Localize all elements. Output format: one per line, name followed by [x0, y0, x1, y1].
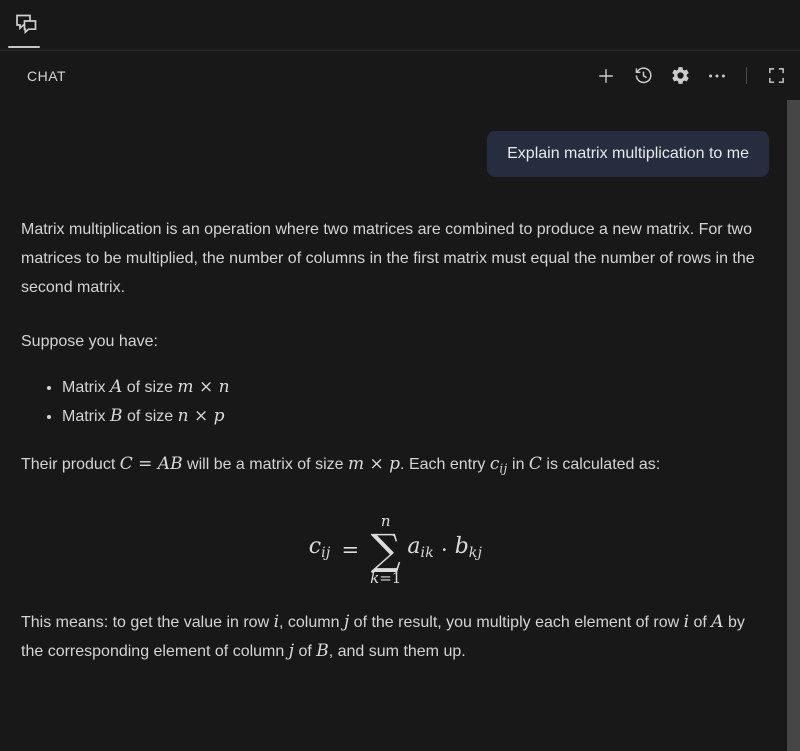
- maximize-icon: [767, 66, 786, 85]
- assistant-bullet-list: [21, 373, 770, 431]
- sum-upper-limit: n: [380, 511, 391, 530]
- sum-lower-limit: k=1: [370, 569, 402, 588]
- sigma-symbol: ∑: [370, 524, 401, 574]
- tab-chat[interactable]: [0, 0, 52, 50]
- multiplication-dot: ·: [441, 537, 448, 562]
- more-actions-button[interactable]: [706, 65, 728, 87]
- equation-lhs: $c_{ij}$: [308, 533, 331, 562]
- chat-panel-header: [0, 51, 800, 100]
- new-chat-button[interactable]: [595, 65, 617, 87]
- vertical-scrollbar-thumb[interactable]: [787, 100, 800, 751]
- gear-icon: [670, 65, 691, 86]
- chat-transcript: [0, 100, 800, 666]
- active-tab-indicator: [8, 46, 40, 48]
- equals-sign: =: [341, 537, 360, 562]
- maximize-panel-button[interactable]: [765, 65, 787, 87]
- settings-button[interactable]: [669, 65, 691, 87]
- assistant-paragraph: Matrix multiplication is an operation where two matrices are combined to produce a new matrix. For two matrices to be multiplied, the number of columns in the first matrix must equal the number of rows in the second matrix.: [21, 221, 755, 296]
- history-icon: [633, 65, 654, 86]
- header-actions: [595, 65, 790, 87]
- ellipsis-icon: [707, 66, 727, 86]
- list-item: • Matrix B of size n × p: [62, 402, 770, 431]
- user-message-bubble: Explain matrix multiplication to me: [487, 131, 769, 177]
- equation-term-a: $a_{ik}$: [407, 533, 435, 562]
- summation: [370, 511, 402, 588]
- assistant-paragraph: This means: to get the value in row i, column j of the result, you multiply each element of row i of A by the corresponding element of column j of B, and sum them up.: [21, 612, 745, 662]
- panel-title: CHAT: [27, 67, 67, 84]
- user-message-row: [21, 131, 769, 177]
- list-item: • Matrix A of size m × n: [62, 373, 770, 402]
- assistant-paragraph: Suppose you have:: [21, 333, 158, 350]
- panel-tab-strip: [0, 0, 800, 51]
- comment-discussion-icon: [12, 9, 40, 42]
- math-equation: [21, 511, 770, 588]
- plus-icon: [596, 66, 616, 86]
- assistant-paragraph: Their product C = AB will be a matrix of size m × p. Each entry $c_{ij}$ in C is calculated as:: [21, 454, 661, 476]
- equation-term-b: $b_{kj}$: [454, 533, 483, 562]
- chat-history-button[interactable]: [632, 65, 654, 87]
- header-separator: [746, 67, 747, 84]
